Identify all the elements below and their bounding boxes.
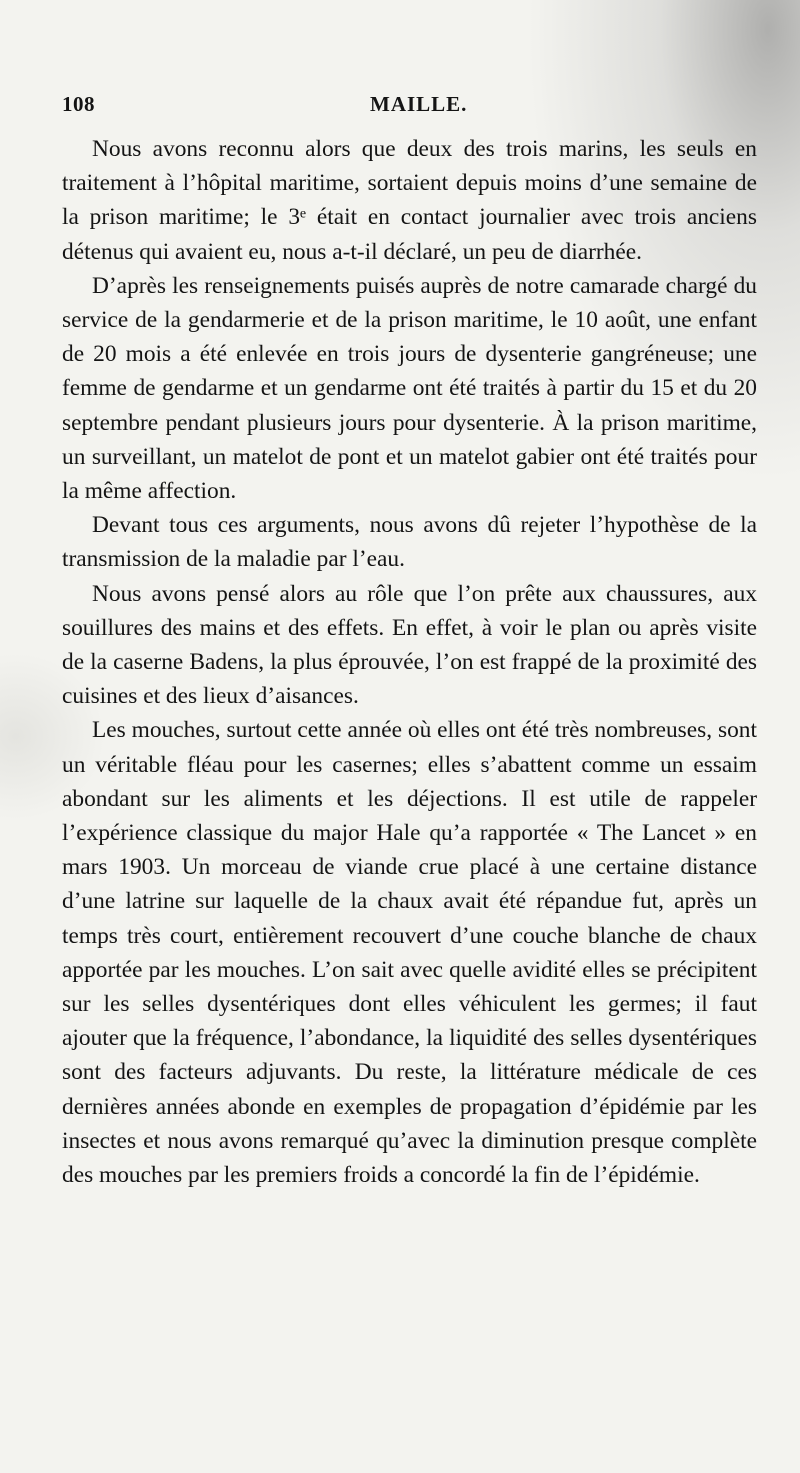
paragraph-4: Nous avons pensé alors au rôle que l’on prête aux chaussures, aux souillures des mains et des effets. En effet, à voir le plan ou après visite de la caserne Badens, la plus éprouvée, l’on est frappé de la proximité des cuisines et des lieux d’aisances. xyxy=(62,580,757,710)
paragraph-5: Les mouches, surtout cette année où elles ont été très nombreuses, sont un véritable fléau pour les casernes; elles s’abattent comme un essaim abondant sur les aliments et les déjections. Il est utile de rappeler l’expérience classique du major Hale qu’a rapportée « The Lancet » en mars 1903. Un morceau de viande crue placé à une certaine distance d’une latrine sur laquelle de la chaux avait été répandue fut, après un temps très court, entièrement recouvert d’une couche blanche de chaux apportée par les mouches. L’on sait avec quelle avidité elles se précipitent sur les selles dysentériques dont elles véhiculent les germes; il faut ajouter que la fréquence, l’abondance, la liquidité des selles dysentériques sont des facteurs adjuvants. Du reste, la littérature médicale de ces dernières années abonde en exemples de propagation d’épidémie par les insectes et nous avons remarqué qu’avec la diminution presque complète des mouches par les premiers froids a concordé la fin de l’épidémie. xyxy=(62,717,757,1189)
page-header xyxy=(62,92,762,122)
paragraph-2: D’après les renseignements puisés auprès de notre camarade chargé du service de la gendarmerie et de la prison maritime, le 10 août, une enfant de 20 mois a été enlevée en trois jours de dysenterie gangréneuse; une femme de gendarme et un gendarme ont été traités à partir du 15 et du 20 septembre pendant plusieurs jours pour dysenterie. À la prison maritime, un surveillant, un matelot de pont et un matelot gabier ont été traités pour la même affection. xyxy=(62,272,757,505)
body-text xyxy=(62,132,757,1192)
page-number: 108 xyxy=(62,92,95,116)
paragraph-3: Devant tous ces arguments, nous avons dû rejeter l’hypothèse de la transmission de la maladie par l’eau. xyxy=(62,512,757,573)
running-head: MAILLE. xyxy=(370,92,468,116)
paragraph-1: Nous avons reconnu alors que deux des trois marins, les seuls en traitement à l’hôpital maritime, sortaient depuis moins d’une semaine de la prison maritime; le 3ᵉ était en contact journalier avec trois anciens détenus qui avaient eu, nous a-t-il déclaré, un peu de diarrhée. xyxy=(62,136,757,265)
